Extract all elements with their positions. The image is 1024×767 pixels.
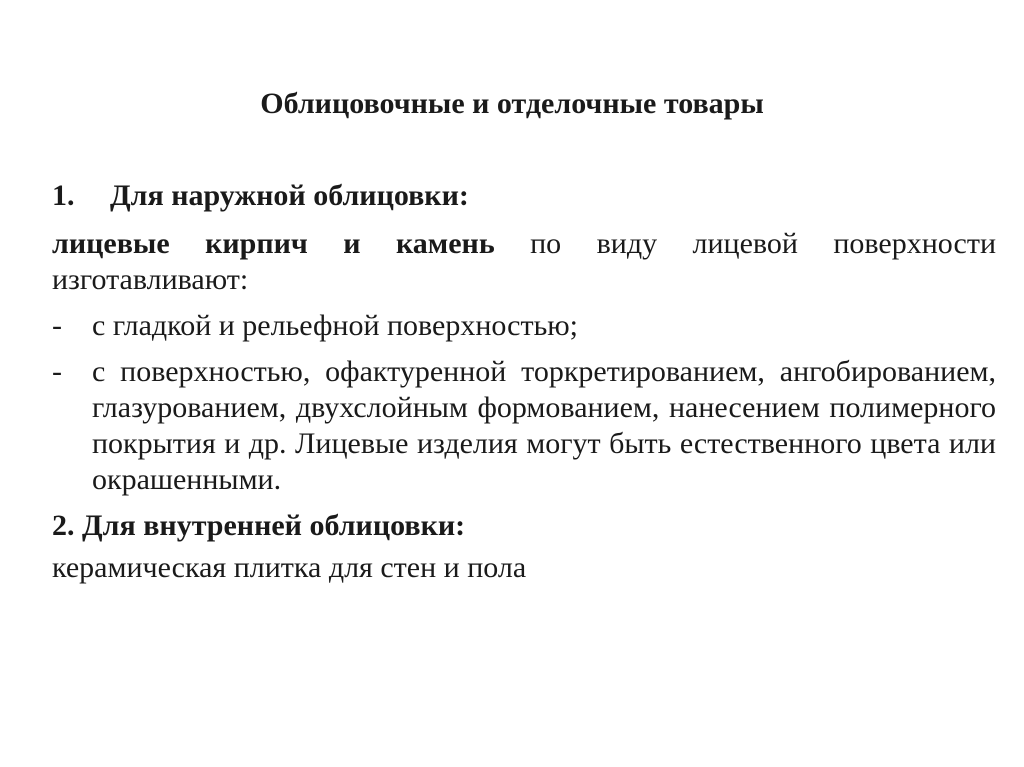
section-2-text: керамическая плитка для стен и пола — [52, 551, 527, 584]
bullet-dash: - — [52, 309, 62, 342]
section-2-heading: 2. Для внутренней облицовки: — [52, 509, 466, 542]
bullet-text: с гладкой и рельефной поверхностью; — [92, 309, 579, 342]
bullet-item-2 — [52, 354, 996, 498]
section-1-intro — [52, 226, 996, 298]
section-1-heading-text: Для наружной облицовки: — [110, 179, 469, 212]
bullet-item-1 — [52, 308, 996, 344]
section-1-intro-rest: по виду лицевой поверхности изготавливают: — [52, 227, 996, 296]
section-1-intro-bold: лицевые кирпич и камень — [52, 227, 495, 260]
bullet-text: с поверхностью, офактуренной торкретированием, ангобированием, глазурованием, двухслойным формованием, нанесением полимерного покрытия и др. Лицевые изделия могут быть естественного цвета или окрашенными. — [92, 355, 996, 496]
slide-title: Облицовочные и отделочные товары — [260, 87, 764, 120]
bullet-dash: - — [52, 355, 62, 388]
slide-content — [52, 178, 996, 586]
section-1-heading — [52, 178, 996, 214]
section-1-number: 1. — [52, 179, 75, 212]
